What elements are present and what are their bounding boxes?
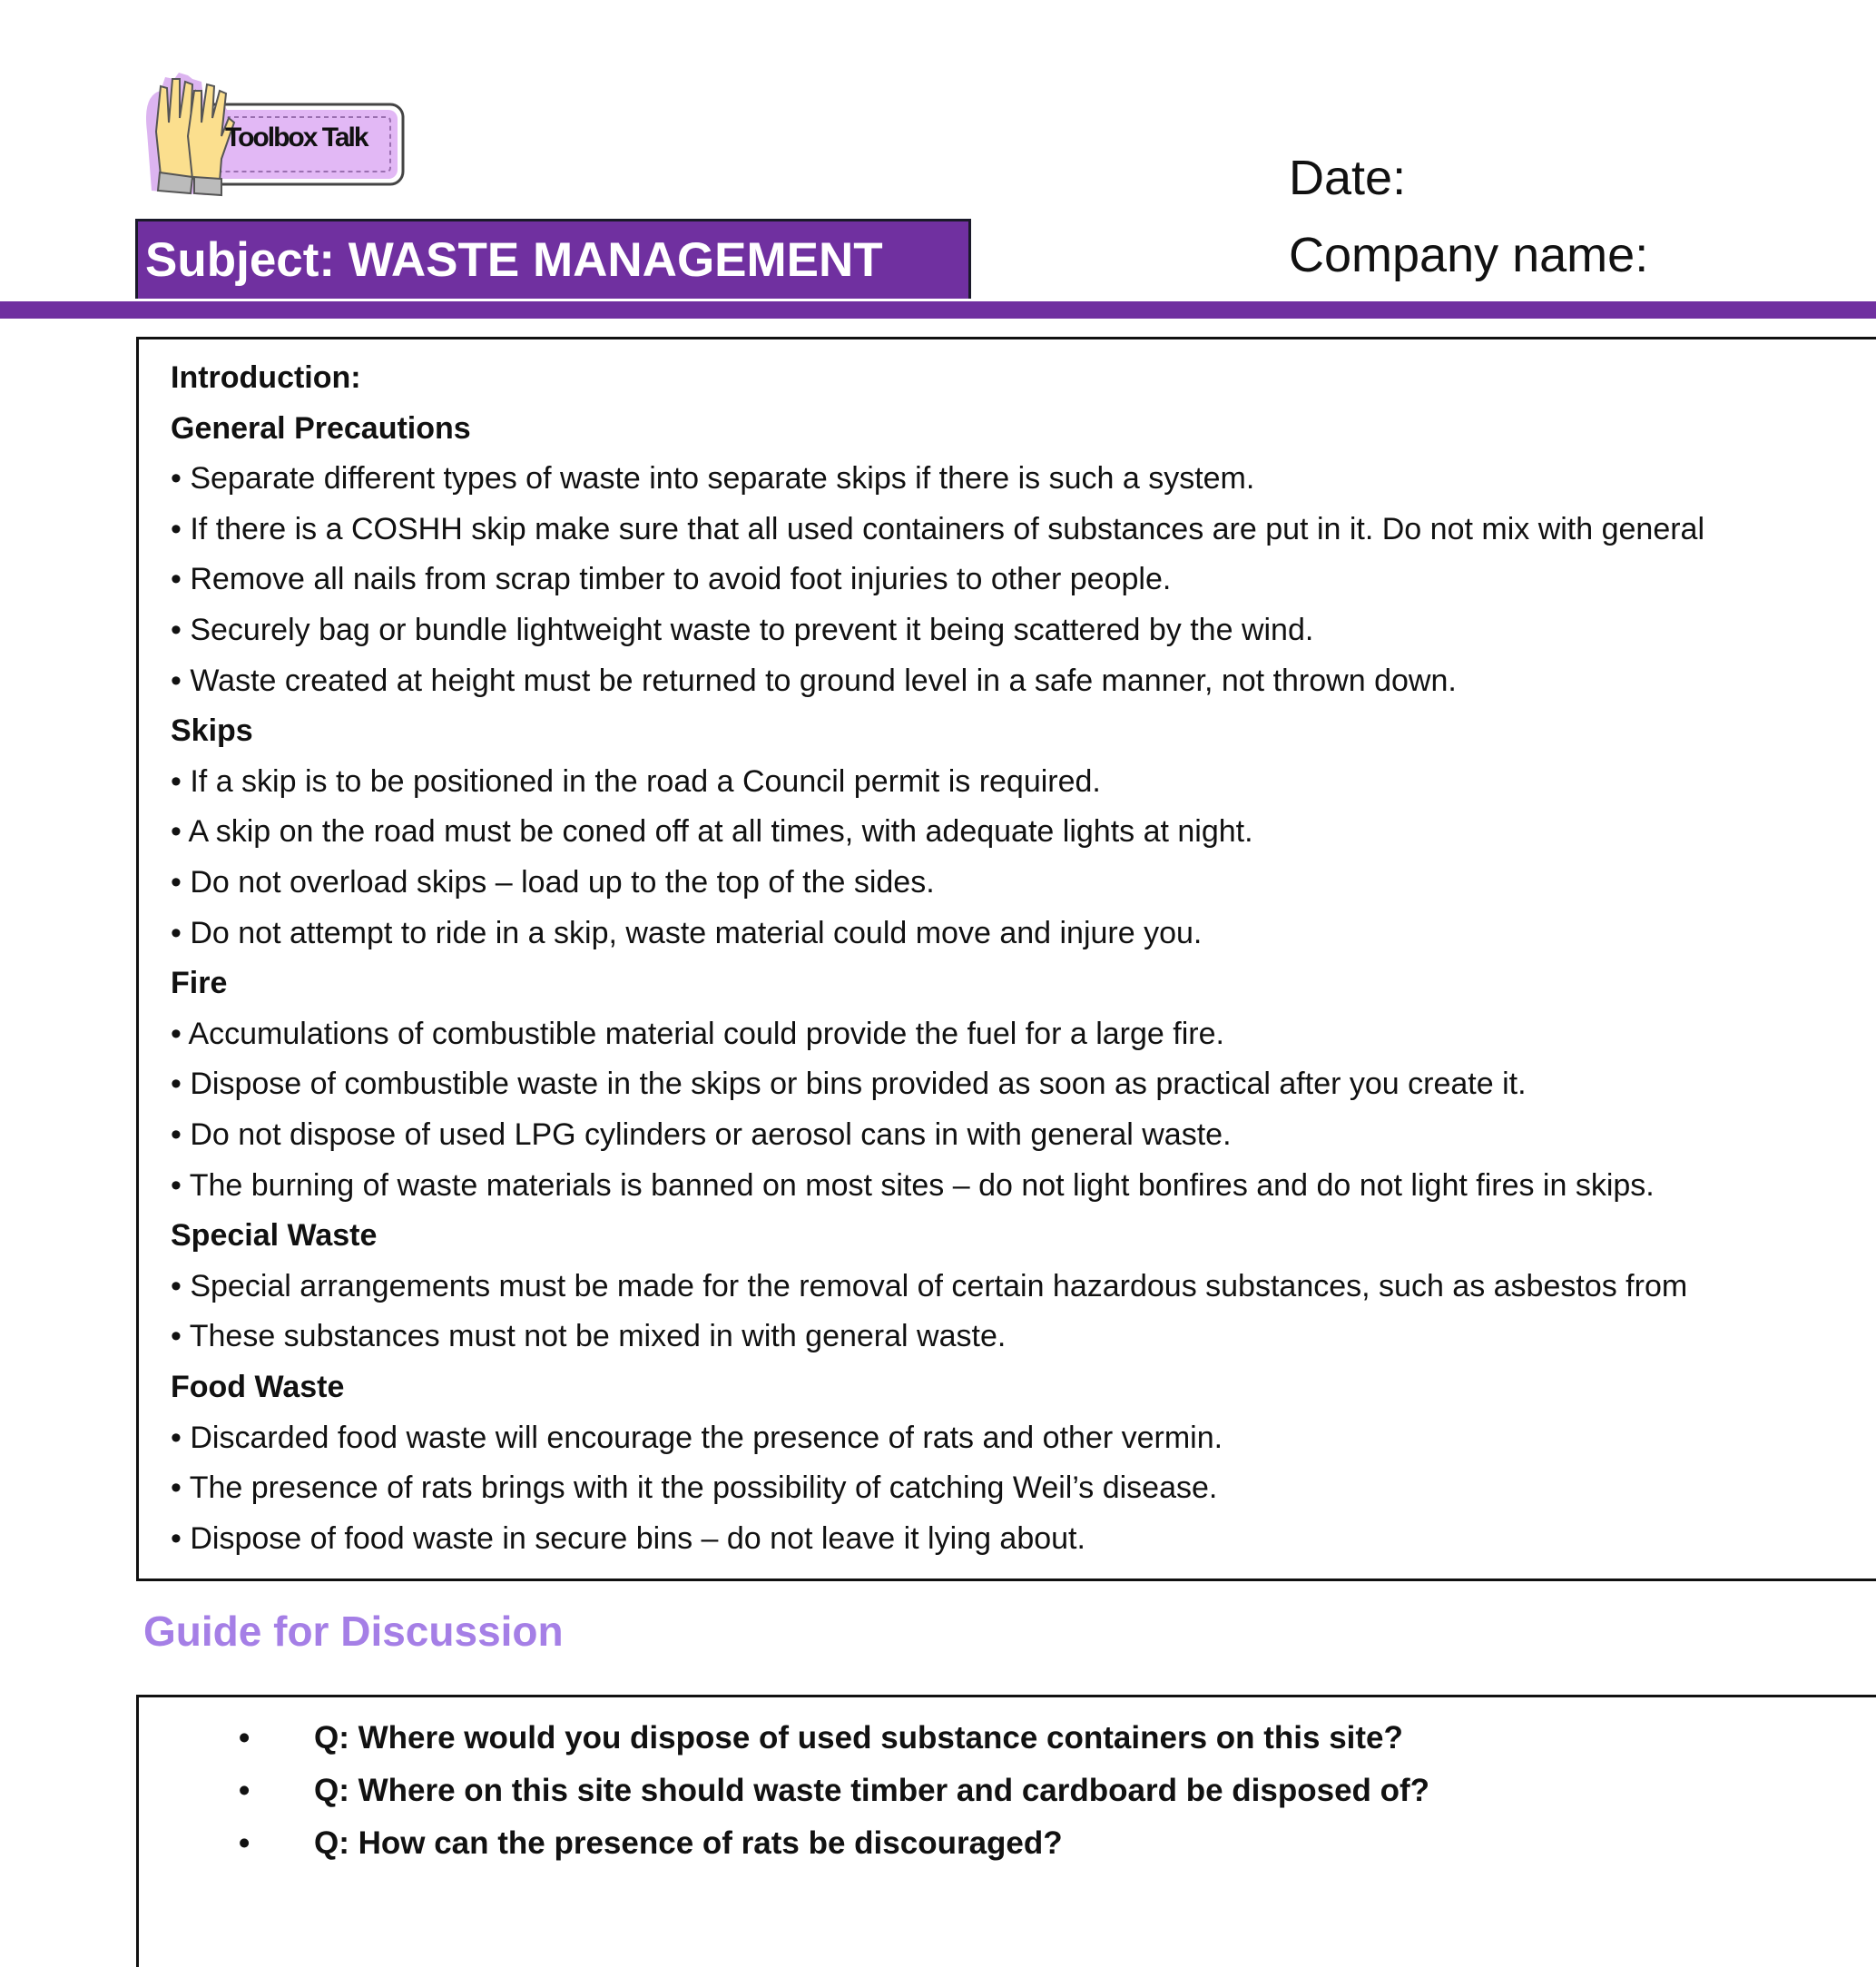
bullet-item: • Discarded food waste will encourage the presence of rats and other vermin.	[171, 1420, 1223, 1455]
bullet-item: • If there is a COSHH skip make sure that all used containers of substances are put in it. Do not mix with general	[171, 511, 1705, 546]
section-heading: Fire	[171, 966, 228, 1001]
bullet-item: • Dispose of food waste in secure bins – do not leave it lying about.	[171, 1520, 1085, 1556]
bullet-item: • Securely bag or bundle lightweight waste to prevent it being scattered by the wind.	[171, 613, 1314, 647]
bullet-item: • Do not dispose of used LPG cylinders or aerosol cans in with general waste.	[171, 1117, 1232, 1152]
section-heading: Special Waste	[171, 1218, 378, 1254]
bullet-item: • The burning of waste materials is banned on most sites – do not light bonfires and do not light fires in skips.	[171, 1167, 1655, 1203]
bullet-item: • Dispose of combustible waste in the skips or bins provided as soon as practical after you create it.	[171, 1067, 1527, 1102]
content-box	[136, 337, 1876, 1581]
bullet-item: • Special arrangements must be made for the removal of certain hazardous substances, such as asbestos from	[171, 1268, 1688, 1303]
header-divider	[0, 301, 1876, 319]
bullet-item: • These substances must not be mixed in with general waste.	[171, 1319, 1007, 1354]
bullet-item: • If a skip is to be positioned in the road a Council permit is required.	[171, 763, 1101, 799]
bullet: •	[239, 1773, 250, 1808]
guide-title: Guide for Discussion	[143, 1608, 564, 1655]
logo-text: Toolbox Talk	[225, 123, 368, 152]
subject-banner	[135, 219, 971, 299]
section-heading: General Precautions	[171, 410, 471, 446]
questions-box	[136, 1695, 1876, 1967]
company-name-label: Company name:	[1289, 228, 1649, 282]
bullet: •	[239, 1825, 250, 1861]
section-heading: Skips	[171, 713, 253, 749]
toolbox-talk-logo	[138, 68, 410, 204]
section-heading: Food Waste	[171, 1370, 345, 1404]
bullet-item: • Accumulations of combustible material could provide the fuel for a large fire.	[171, 1016, 1224, 1051]
bullet-item: • Remove all nails from scrap timber to avoid foot injuries to other people.	[171, 562, 1172, 597]
question-item: Q: Where on this site should waste timber and cardboard be disposed of?	[314, 1773, 1430, 1808]
bullet-item: • Do not attempt to ride in a skip, waste material could move and injure you.	[171, 915, 1203, 950]
bullet-item: • Do not overload skips – load up to the top of the sides.	[171, 865, 935, 900]
question-item: Q: How can the presence of rats be discouraged?	[314, 1825, 1063, 1861]
subject-title: Subject: WASTE MANAGEMENT	[145, 233, 883, 287]
bullet: •	[239, 1720, 250, 1756]
question-item: Q: Where would you dispose of used substance containers on this site?	[314, 1720, 1403, 1756]
bullet-item: • Separate different types of waste into separate skips if there is such a system.	[171, 461, 1255, 497]
bullet-item: • Waste created at height must be returned to ground level in a safe manner, not thrown down.	[171, 663, 1457, 698]
date-label: Date:	[1289, 151, 1407, 205]
section-heading: Introduction:	[171, 360, 361, 395]
bullet-item: • The presence of rats brings with it the possibility of catching Weil’s disease.	[171, 1470, 1218, 1506]
bullet-item: • A skip on the road must be coned off at all times, with adequate lights at night.	[171, 814, 1253, 850]
